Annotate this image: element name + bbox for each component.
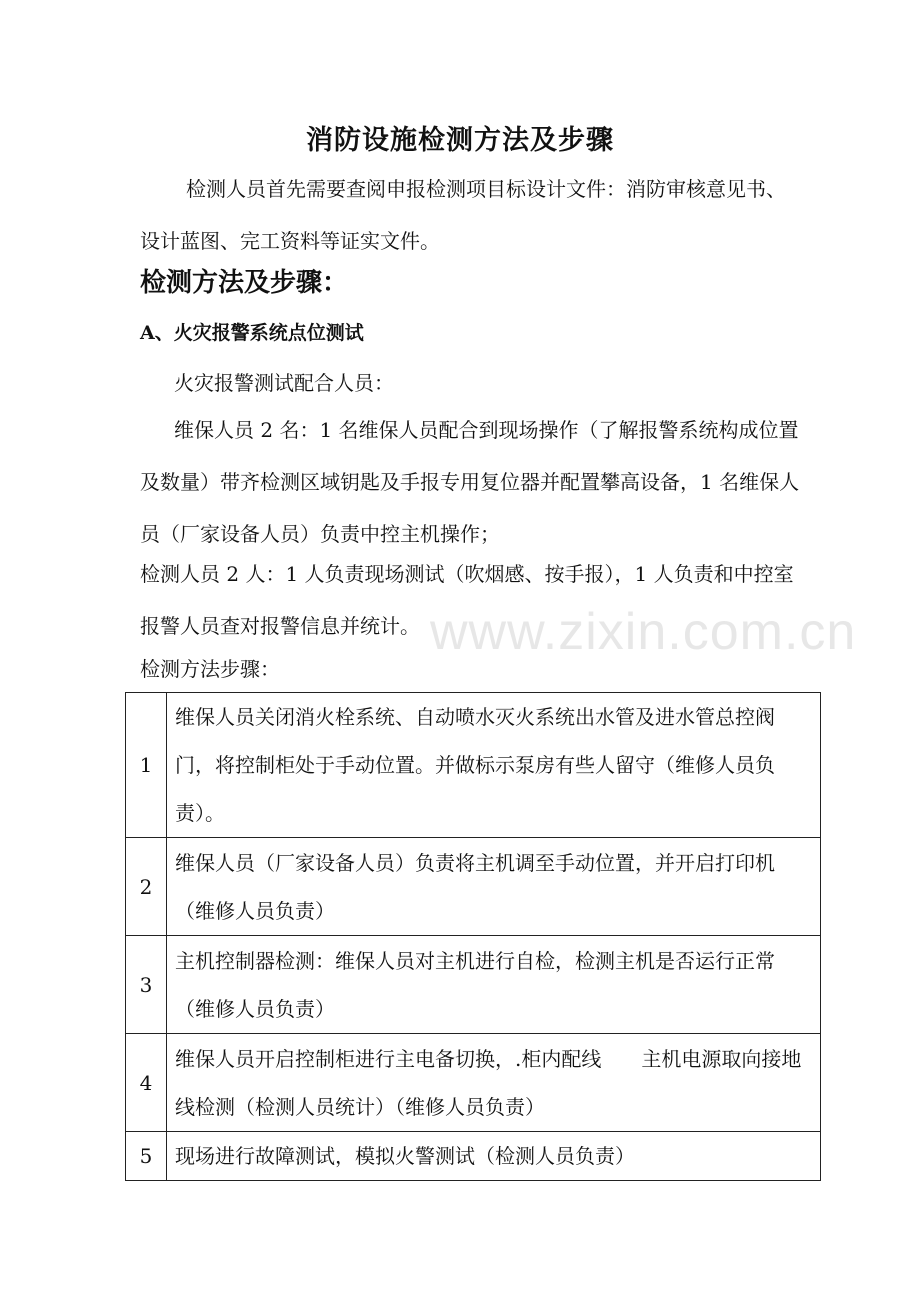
watermark: www.zixin.com.cn	[430, 603, 857, 661]
step-text: 维保人员开启控制柜进行主电备切换，.柜内配线 主机电源取向接地线检测（检测人员统计）（维修人员负责）	[167, 1034, 821, 1132]
table-row	[126, 693, 821, 838]
step-text: 现场进行故障测试，模拟火警测试（检测人员负责）	[167, 1132, 821, 1181]
step-number: 4	[126, 1034, 167, 1132]
intro-paragraph: 检测人员首先需要查阅申报检测项目标设计文件：消防审核意见书、设计蓝图、完工资料等证实文件。	[140, 177, 786, 253]
steps-label: 检测方法步骤：	[140, 657, 280, 681]
maintenance-staff-paragraph: 维保人员 2 名：1 名维保人员配合到现场操作（了解报警系统构成位置及数量）带齐检测区域钥匙及手报专用复位器并配置攀高设备，1 名维保人员（厂家设备人员）负责中控主机操作；	[140, 418, 800, 546]
step-number: 2	[126, 838, 167, 936]
step-text: 维保人员关闭消火栓系统、自动喷水灭火系统出水管及进水管总控阀门，将控制柜处于手动位置。并做标示泵房有些人留守（维修人员负责）。	[167, 693, 821, 838]
table-row	[126, 936, 821, 1034]
subsection-heading: A、火灾报警系统点位测试	[140, 322, 364, 344]
step-number: 5	[126, 1132, 167, 1181]
steps-table	[125, 692, 821, 1181]
step-number: 1	[126, 693, 167, 838]
step-text: 维保人员（厂家设备人员）负责将主机调至手动位置，并开启打印机（维修人员负责）	[167, 838, 821, 936]
cooperation-label: 火灾报警测试配合人员：	[174, 371, 394, 395]
section-heading: 检测方法及步骤：	[140, 268, 349, 298]
table-row	[126, 1132, 821, 1181]
table-row	[126, 1034, 821, 1132]
document-title: 消防设施检测方法及步骤	[306, 125, 614, 156]
table-row	[126, 838, 821, 936]
step-text: 主机控制器检测：维保人员对主机进行自检，检测主机是否运行正常（维修人员负责）	[167, 936, 821, 1034]
step-number: 3	[126, 936, 167, 1034]
inspection-staff-paragraph: 检测人员 2 人：1 人负责现场测试（吹烟感、按手报），1 人负责和中控室报警人员查对报警信息并统计。	[140, 562, 794, 638]
